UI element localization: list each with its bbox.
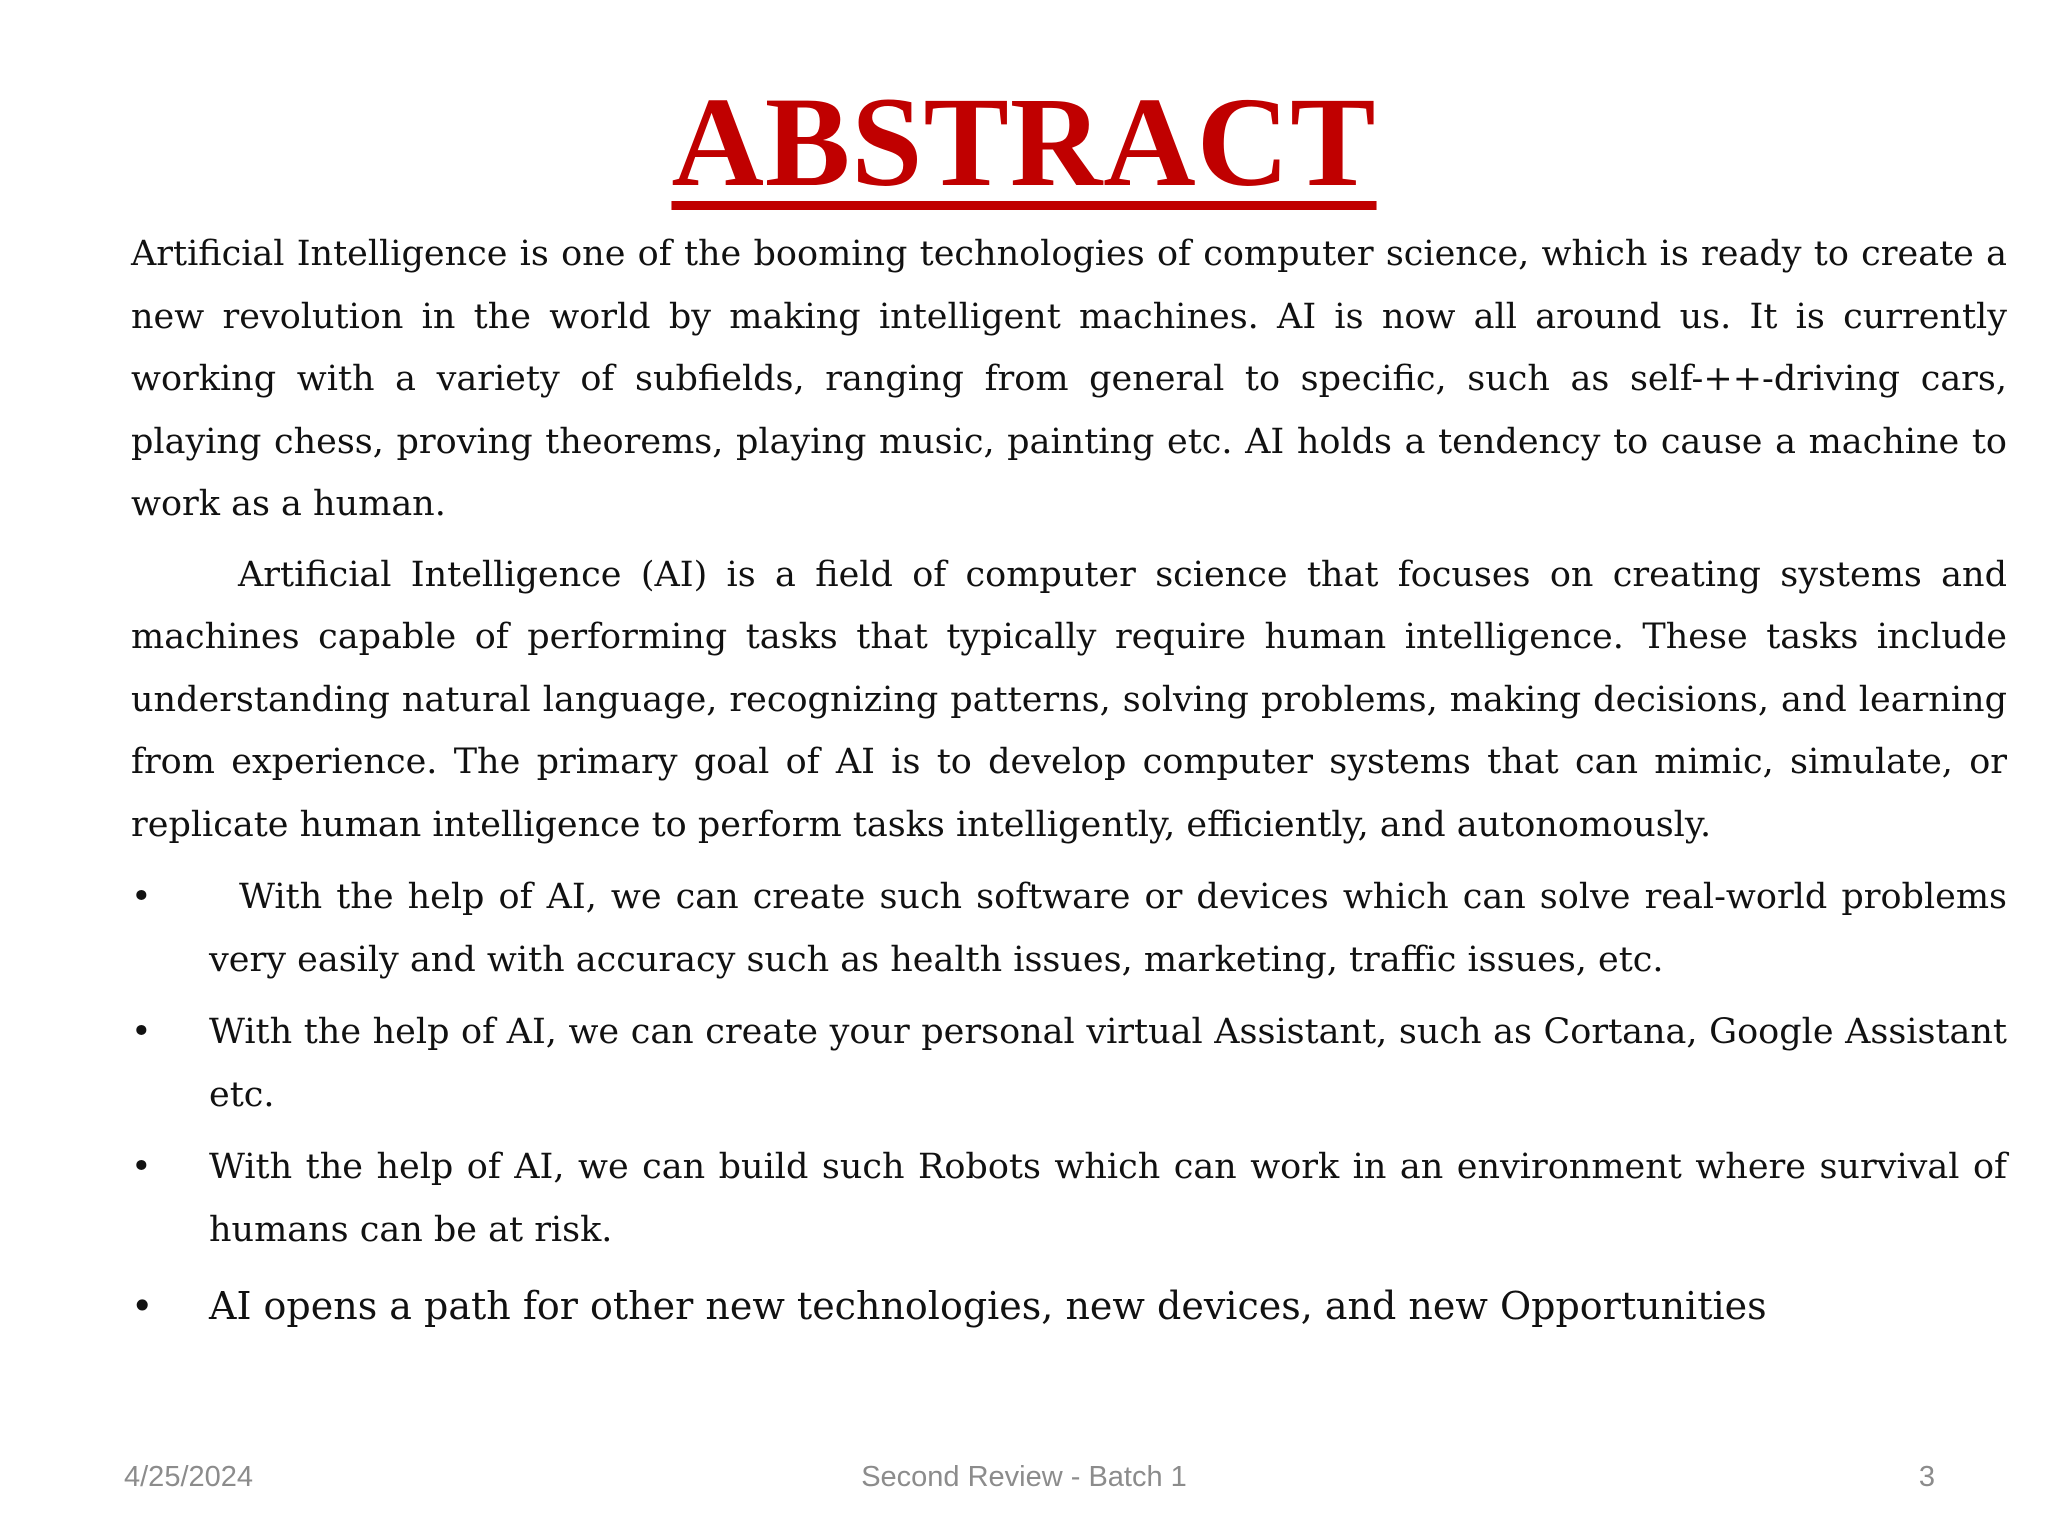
bullet-text: With the help of AI, we can create such software or devices which can solve real-world problems very easily and with accuracy such as health issues, marketing, traffic issues, etc. — [209, 877, 2007, 980]
footer-date: 4/25/2024 — [124, 1461, 254, 1493]
bullet-text: With the help of AI, we can build such Robots which can work in an environment where survival of humans can be at risk. — [209, 1147, 2007, 1250]
slide-body — [131, 223, 2007, 1348]
bullet-dot-icon: • — [131, 1147, 152, 1187]
bullet-list — [131, 866, 2007, 1338]
paragraph-definition: Artificial Intelligence (AI) is a field of computer science that focuses on creating systems and machines capable of performing tasks that typically require human intelligence. These tasks include understanding natural language, recognizing patterns, solving problems, making decisions, and learning from experience. The primary goal of AI is to develop computer systems that can mimic, simulate, or replicate human intelligence to perform tasks intelligently, efficiently, and autonomously. — [131, 554, 2007, 845]
footer-title: Second Review - Batch 1 — [861, 1461, 1187, 1493]
bullet-text: With the help of AI, we can create your personal virtual Assistant, such as Cortana, Google Assistant etc. — [209, 1012, 2007, 1115]
bullet-item — [131, 1001, 2007, 1126]
paragraph-intro: Artificial Intelligence is one of the booming technologies of computer science, which is ready to create a new revolution in the world by making intelligent machines. AI is now all around us. It is currently working with a variety of subfields, ranging from general to specific, such as self-++-driving cars, playing chess, proving theorems, playing music, painting etc. AI holds a tendency to cause a machine to work as a human. — [131, 234, 2007, 524]
bullet-text: AI opens a path for other new technologies, new devices, and new Opportunities — [209, 1284, 1767, 1328]
bullet-item — [131, 866, 2007, 991]
slide-title: ABSTRACT — [671, 71, 1377, 213]
bullet-dot-icon: • — [131, 1012, 152, 1052]
bullet-dot-icon: • — [131, 877, 152, 917]
footer-page-number: 3 — [1918, 1461, 1935, 1493]
bullet-item — [131, 1136, 2007, 1261]
bullet-dot-icon: • — [131, 1284, 154, 1328]
bullet-item — [131, 1275, 2007, 1338]
